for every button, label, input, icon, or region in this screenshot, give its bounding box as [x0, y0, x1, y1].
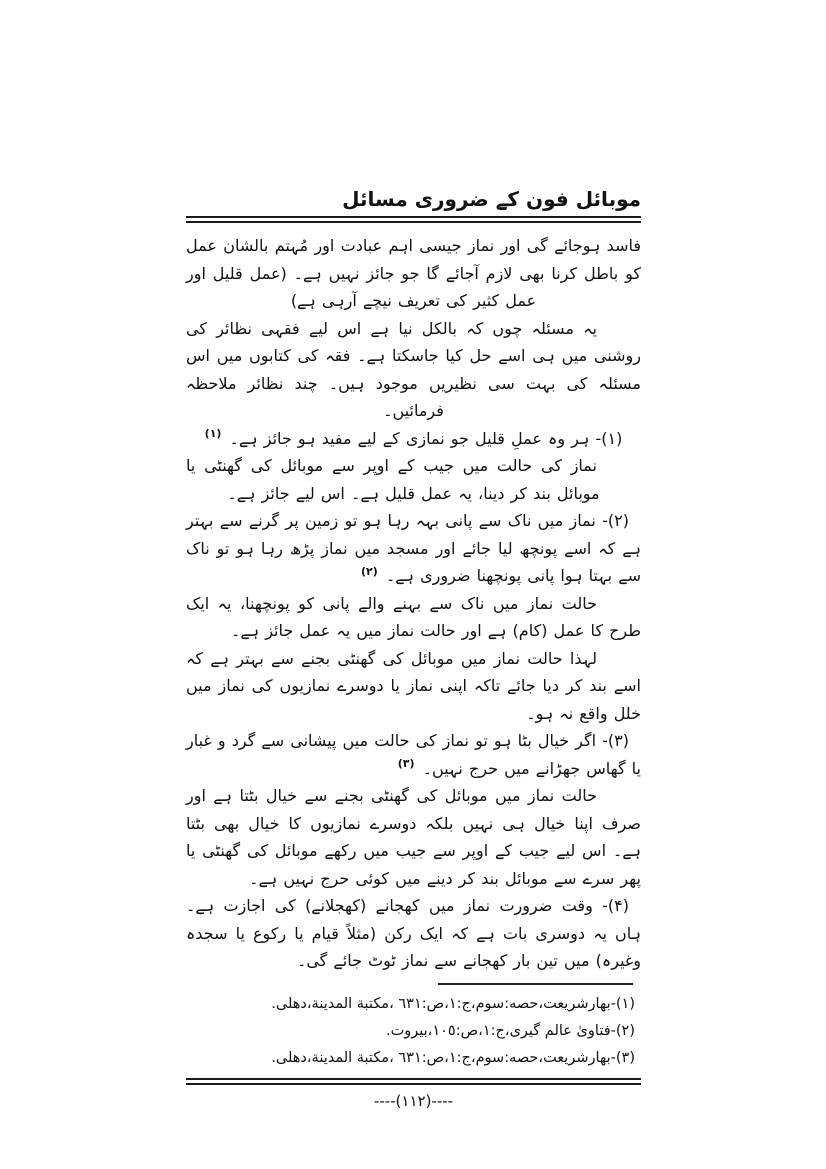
footnote-marker-2: (۲): [361, 564, 378, 578]
footnotes-separator-rule: [438, 983, 633, 985]
body-paragraph-5-item-2: [186, 507, 641, 590]
page-title: موبائل فون کے ضروری مسائل: [342, 187, 641, 211]
header-double-rule: [186, 216, 641, 223]
paragraph-text: فاسد ہوجائے گی اور نماز جیسی اہم عبادت اور مُہتم بالشان عمل کو باطل کرنا بھی لازم آجائے گا جو جائز نہیں ہے۔ (عمل قلیل اور عمل کثیر کی تعریف نیچے آرہی ہے): [186, 236, 641, 310]
footnotes-block: [186, 991, 641, 1072]
document-page: [186, 186, 641, 1110]
body-paragraph-1: [186, 232, 641, 315]
footnote-marker-3: (۳): [397, 757, 415, 771]
body-paragraph-3-item-1: [186, 425, 641, 453]
paragraph-text: لہذا حالت نماز میں موبائل کی گھنٹی بجنے سے بہتر ہے کہ اسے بند کر دیا جائے تاکہ اپنی نماز یا دوسرے نمازیوں کی نماز میں خلل واقع نہ ہو۔: [186, 648, 641, 723]
paragraph-text: یہ مسئلہ چوں کہ بالکل نیا ہے اس لیے فقہی نظائر کی روشنی میں ہی اسے حل کیا جاسکتا ہے۔ فقہ کی کتابوں میں اس مسئلہ کی بہت سی نظیریں موجود ہیں۔ چند نظائر ملاحظہ فرمائیں۔: [186, 318, 641, 420]
body-paragraph-4: [186, 452, 641, 507]
footnote-marker-1: (۱): [204, 427, 222, 441]
paragraph-text: نماز کی حالت میں جیب کے اوپر سے موبائل کی گھنٹی یا موبائل بند کر دینا، یہ عمل قلیل ہے۔ اس لیے جائز ہے۔: [186, 456, 600, 503]
body-paragraph-7: [186, 645, 641, 728]
footnote-item-2: (٢)-فتاوىٰ عالم گيرى،ج:١،ص:١٠٥،بيروت.: [386, 1022, 635, 1039]
footer-double-rule: [186, 1078, 641, 1085]
paragraph-text: حالت نماز میں موبائل کی گھنٹی بجنے سے خیال بٹتا ہے اور صرف اپنا خیال ہی نہیں بلکہ دوسرے نمازیوں کا خیال بھی بٹتا ہے۔ اس لیے جیب کے اوپر سے جیب میں رکھے موبائل کی گھنٹی یا پھر سرے سے موبائل بند کر دینے میں کوئی حرج نہیں ہے۔: [186, 786, 641, 888]
paragraph-text: (۴)- وقت ضرورت نماز میں کھجانے (کھجلانے) کی اجازت ہے۔ ہاں یہ دوسری بات ہے کہ ایک رکن (مثلاً قیام یا رکوع یا سجدہ وغیرہ) میں تین بار کھجانے سے نماز ٹوٹ جائے گی۔: [186, 896, 641, 970]
page-number: ----(۱۱۲)----: [373, 1091, 454, 1110]
body-paragraph-6: [186, 590, 641, 645]
body-paragraph-8-item-3: [186, 727, 641, 782]
paragraph-text: (۲)- نماز میں ناک سے پانی بہہ رہا ہو تو زمین پر گرنے سے بہتر ہے کہ اسے پونچھ لیا جائے اور مسجد میں نماز پڑھ رہا ہو تو ناک سے بہتا ہوا پانی پونچھنا ضروری ہے۔: [186, 511, 641, 585]
footnote-item-1: (١)-بهارشريعت،حصه:سوم،ج:١،ص:٦٣١ ،مكتبة المدينة،دهلى.: [271, 995, 635, 1012]
paragraph-text: حالت نماز میں ناک سے بہنے والے پانی کو پونچھنا، یہ ایک طرح کا عمل (کام) ہے اور حالت نماز میں یہ عمل جائز ہے۔: [186, 593, 641, 640]
body-paragraph-10-item-4: [186, 892, 641, 975]
footnote-item-3: (٣)-بهارشريعت،حصه:سوم،ج:١،ص:٦٣١ ،مكتبة المدينة،دهلى.: [271, 1049, 635, 1066]
body-paragraph-2: [186, 315, 641, 425]
body-paragraph-9: [186, 782, 641, 892]
paragraph-text: (۱)- ہر وہ عملِ قلیل جو نمازی کے لیے مفید ہو جائز ہے۔: [229, 428, 623, 448]
body-text: [186, 232, 641, 975]
paragraph-text: (۳)- اگر خیال بٹا ہو تو نماز کی حالت میں پیشانی سے گرد و غبار یا گھاس جھڑانے میں حرج نہیں۔: [186, 731, 641, 778]
